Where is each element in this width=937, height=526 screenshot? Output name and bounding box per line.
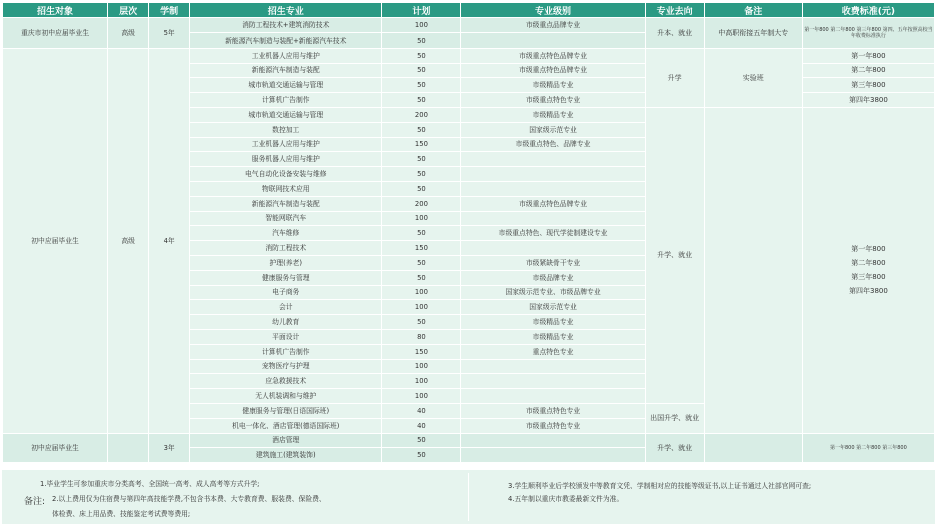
major-cell: 服务机器人应用与维护 (190, 152, 381, 166)
major-cell: 工业机器人应用与维护 (190, 138, 381, 152)
fee-cell: 第二年800 (803, 64, 934, 78)
remark-cell: 中高职衔接五年制大专 (705, 18, 802, 48)
major-cell: 酒店管理 (190, 434, 381, 448)
major-cell: 幼儿教育 (190, 315, 381, 329)
plan-cell: 50 (382, 64, 460, 78)
target-cell: 初中应届毕业生 (3, 434, 107, 463)
level-cell (108, 434, 148, 463)
plan-cell: 50 (382, 315, 460, 329)
fee-line: 第一年800 (851, 245, 886, 254)
fee-line: 第四年3800 (848, 287, 888, 296)
target-cell: 初中应届毕业生 (3, 49, 107, 433)
direction-cell: 升学、就业 (646, 434, 704, 463)
level-cell: 高级 (108, 18, 148, 48)
major-cell: 工业机器人应用与维护 (190, 49, 381, 63)
plan-cell: 50 (382, 167, 460, 181)
note-line: 体检费、床上用品费、技能鉴定考试费等费用; (52, 510, 191, 518)
header-target: 招生对象 (3, 3, 107, 17)
major-cell: 新能源汽车制造与装配 (190, 197, 381, 211)
major-cell: 宠物医疗与护理 (190, 360, 381, 374)
grade-cell (461, 167, 644, 181)
target-cell: 重庆市初中应届毕业生 (3, 18, 107, 48)
major-cell: 汽车维修 (190, 226, 381, 240)
group-four-year (3, 49, 934, 433)
major-cell: 应急救援技术 (190, 374, 381, 388)
remark-cell (705, 434, 802, 463)
plan-cell: 50 (382, 448, 460, 462)
grade-cell: 市级重点品牌专业 (461, 18, 644, 32)
plan-cell: 100 (382, 18, 460, 32)
header-plan: 计划 (382, 3, 460, 17)
grade-cell: 市级重点特色品牌专业 (461, 49, 644, 63)
header-major: 招生专业 (190, 3, 381, 17)
fee-cell: 第四年3800 (803, 93, 934, 107)
plan-cell: 50 (382, 33, 460, 47)
header-direction: 专业去向 (646, 3, 704, 17)
plan-cell: 200 (382, 197, 460, 211)
plan-cell: 100 (382, 360, 460, 374)
grade-cell (461, 360, 644, 374)
plan-cell: 50 (382, 93, 460, 107)
plan-cell: 50 (382, 256, 460, 270)
grade-cell (461, 182, 644, 196)
note-line: 3.学生顺利毕业后学校颁发中等教育文凭、学制相对应的技能等级证书,以上证书通过人社部官网可查; (508, 482, 812, 490)
major-cell: 新能源汽车制造与装配+新能源汽车技术 (190, 33, 381, 47)
major-cell: 计算机广告制作 (190, 345, 381, 359)
plan-cell: 40 (382, 404, 460, 418)
grade-cell: 市级精品专业 (461, 78, 644, 92)
grade-cell: 市级紧缺骨干专业 (461, 256, 644, 270)
grade-cell (461, 434, 644, 448)
grade-cell: 市级重点特色专业 (461, 93, 644, 107)
grade-cell: 市级精品专业 (461, 315, 644, 329)
group-three-year (3, 434, 934, 463)
grade-cell: 国家级示范专业 (461, 300, 644, 314)
grade-cell (461, 448, 644, 462)
major-cell: 消防工程技术 (190, 241, 381, 255)
plan-cell: 100 (382, 286, 460, 300)
plan-cell: 200 (382, 108, 460, 122)
notes-label: 备注: (24, 497, 46, 507)
major-cell: 城市轨道交通运输与管理 (190, 78, 381, 92)
grade-cell: 市级品牌专业 (461, 271, 644, 285)
notes-divider (468, 473, 469, 521)
major-cell: 机电一体化、酒店管理(德语国际班) (190, 419, 381, 433)
major-cell: 无人机装调和与维护 (190, 389, 381, 403)
note-line: 1.毕业学生可参加重庆市分类高考、全国统一高考、成人高考等方式升学; (40, 480, 260, 488)
grade-cell (461, 241, 644, 255)
direction-cell: 升学 (646, 49, 704, 107)
major-cell: 健康服务与管理(日语国际班) (190, 404, 381, 418)
grade-cell: 国家级示范专业、市级品牌专业 (461, 286, 644, 300)
major-cell: 健康服务与管理 (190, 271, 381, 285)
plan-cell: 50 (382, 182, 460, 196)
note-line: 4.五年制以重庆市教委最新文件为准。 (508, 495, 624, 503)
remark-cell: 实验班 (705, 49, 802, 107)
major-cell: 计算机广告制作 (190, 93, 381, 107)
major-cell: 电子商务 (190, 286, 381, 300)
major-cell: 物联网技术应用 (190, 182, 381, 196)
plan-cell: 50 (382, 49, 460, 63)
plan-cell: 50 (382, 123, 460, 137)
plan-cell: 100 (382, 389, 460, 403)
fee-cell: 第一年800 (803, 49, 934, 63)
header-grade: 专业级别 (461, 3, 644, 17)
plan-cell: 50 (382, 226, 460, 240)
direction-cell: 升本、就业 (646, 18, 704, 48)
plan-cell: 100 (382, 374, 460, 388)
notes-section (2, 470, 935, 524)
major-cell: 城市轨道交通运输与管理 (190, 108, 381, 122)
fee-block (803, 108, 934, 433)
grade-cell: 市级重点特色、现代学徒制建设专业 (461, 226, 644, 240)
plan-cell: 150 (382, 241, 460, 255)
plan-cell: 80 (382, 330, 460, 344)
major-cell: 护理(养老) (190, 256, 381, 270)
direction-cell: 出国升学、就业 (646, 404, 704, 433)
level-cell: 高级 (108, 49, 148, 433)
grade-cell: 市级重点特色专业 (461, 419, 644, 433)
fee-line: 第二年800 (851, 259, 886, 268)
header-years: 学制 (149, 3, 189, 17)
major-cell: 智能网联汽车 (190, 212, 381, 226)
grade-cell (461, 374, 644, 388)
major-cell: 新能源汽车制造与装配 (190, 64, 381, 78)
grade-cell: 市级重点特色品牌专业 (461, 197, 644, 211)
years-cell: 4年 (149, 49, 189, 433)
major-cell: 会计 (190, 300, 381, 314)
major-cell: 建筑施工(建筑装饰) (190, 448, 381, 462)
grade-cell (461, 33, 644, 47)
direction-cell: 升学、就业 (646, 108, 704, 403)
years-cell: 3年 (149, 434, 189, 463)
note-line: 2.以上费用仅为住宿费与第四年高技能学费,不包含书本费、大专教育费、服装费、保险费、 (52, 495, 326, 503)
remark-cell (705, 108, 802, 433)
table-row (3, 18, 934, 32)
major-cell: 电气自动化设备安装与维修 (190, 167, 381, 181)
grade-cell: 市级重点特色、品牌专业 (461, 138, 644, 152)
plan-cell: 50 (382, 434, 460, 448)
grade-cell: 市级精品专业 (461, 330, 644, 344)
grade-cell (461, 212, 644, 226)
table-row (3, 434, 934, 448)
enrollment-table (2, 2, 935, 463)
group-five-year (3, 18, 934, 48)
grade-cell: 市级重点特色品牌专业 (461, 64, 644, 78)
plan-cell: 50 (382, 152, 460, 166)
plan-cell: 150 (382, 345, 460, 359)
plan-cell: 40 (382, 419, 460, 433)
years-cell: 5年 (149, 18, 189, 48)
fee-cell: 第三年800 (803, 78, 934, 92)
fee-cell: 第一年800 第二年800 第三年800 第四、五年按照高校当年收费标准执行 (803, 18, 934, 48)
plan-cell: 150 (382, 138, 460, 152)
plan-cell: 100 (382, 212, 460, 226)
header-fee: 收费标准(元) (803, 3, 934, 17)
grade-cell: 国家级示范专业 (461, 123, 644, 137)
grade-cell: 市级重点特色专业 (461, 404, 644, 418)
plan-cell: 50 (382, 271, 460, 285)
header-row (3, 3, 934, 17)
header-remark: 备注 (705, 3, 802, 17)
fee-cell: 第一年800 第二年800 第三年800 (803, 434, 934, 463)
plan-cell: 50 (382, 78, 460, 92)
header-level: 层次 (108, 3, 148, 17)
plan-cell: 100 (382, 300, 460, 314)
major-cell: 消防工程技术+建筑消防技术 (190, 18, 381, 32)
grade-cell (461, 152, 644, 166)
major-cell: 数控加工 (190, 123, 381, 137)
fee-line: 第三年800 (851, 273, 886, 282)
major-cell: 平面设计 (190, 330, 381, 344)
grade-cell (461, 389, 644, 403)
grade-cell: 重点特色专业 (461, 345, 644, 359)
grade-cell: 市级精品专业 (461, 108, 644, 122)
table-row (3, 49, 934, 63)
